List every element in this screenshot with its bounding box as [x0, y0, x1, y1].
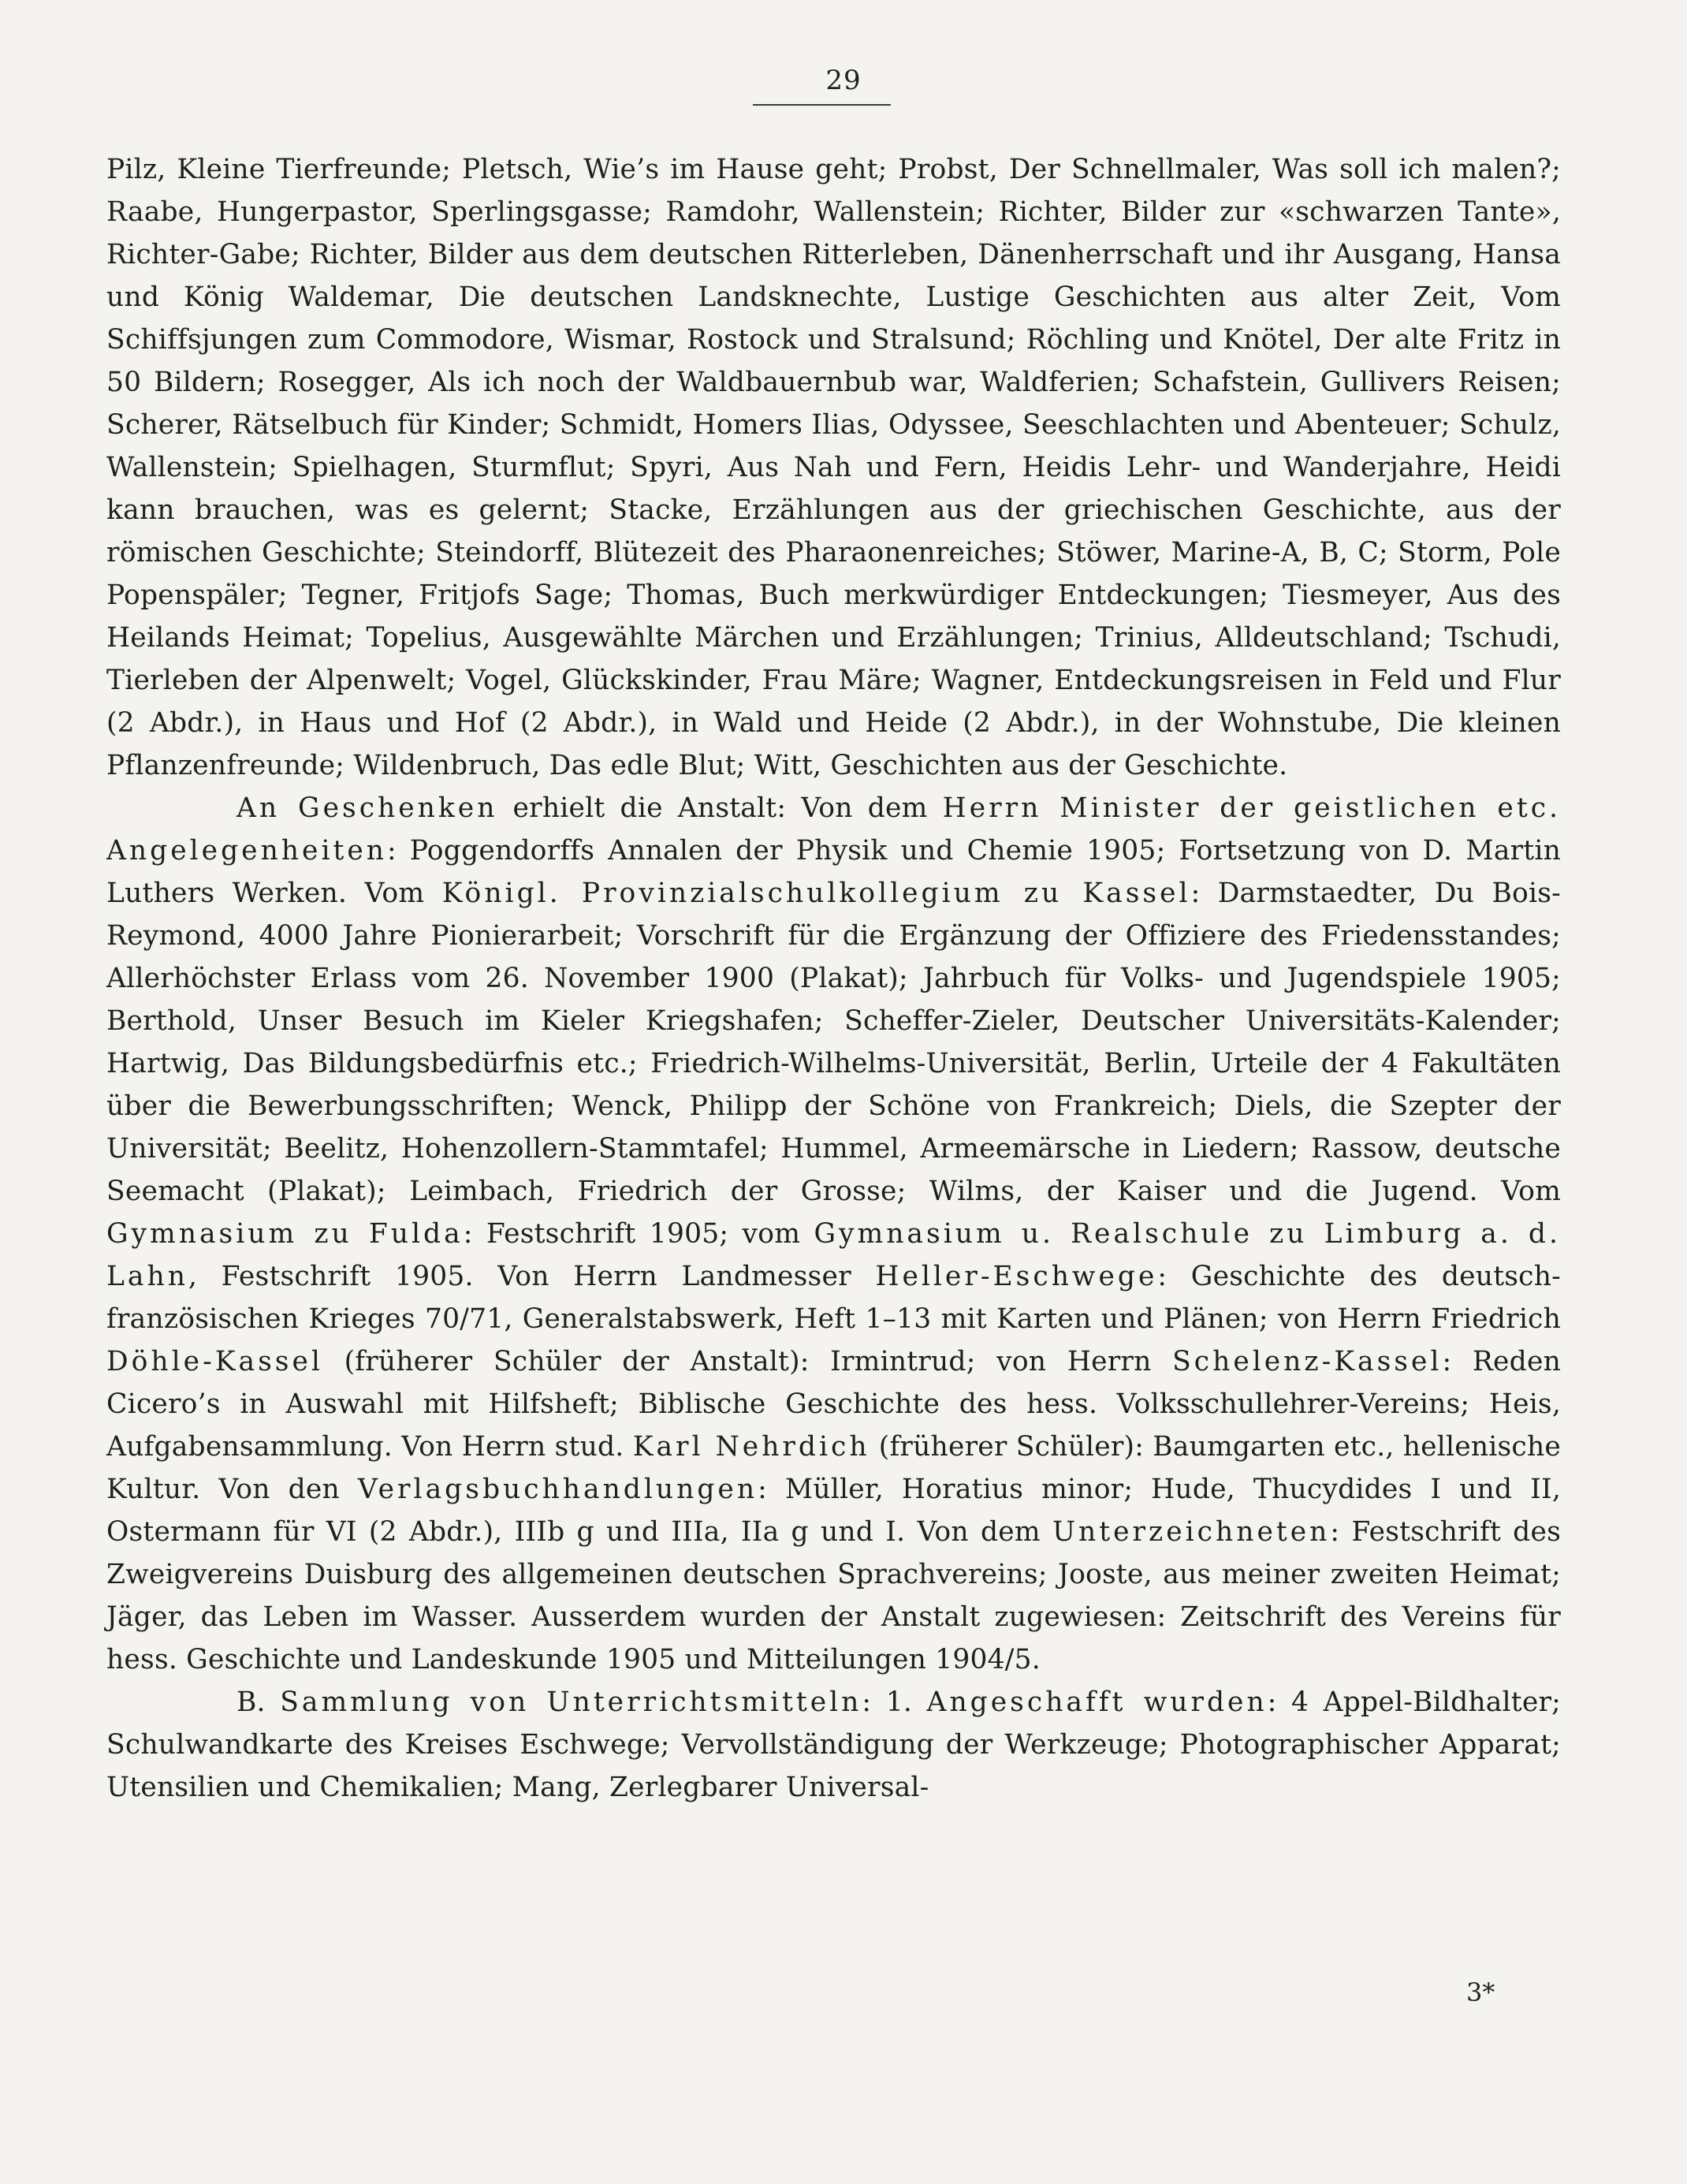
page-number: 29 — [825, 65, 862, 96]
text-run: : Poggendorffs Annalen der Physik und Chemie 1905; Fortsetzung von D. Martin Luthers Werken. Vom — [106, 835, 1561, 909]
spaced-emphasis: Heller-Eschwege — [875, 1261, 1158, 1292]
spaced-emphasis: Sammlung von Unterrichtsmitteln — [280, 1686, 862, 1718]
signature-mark: 3* — [1466, 1977, 1495, 2007]
text-run: : Müller, Horatius minor; Hude, Thucydides I und II, Ostermann für VI (2 Abdr.), IIIb g und IIIa, IIa g und I. Von dem — [106, 1474, 1561, 1548]
paragraph-sammlung — [106, 1681, 1561, 1809]
spaced-emphasis: Angeschafft wurden — [926, 1686, 1268, 1718]
spaced-emphasis: Unterzeichneten — [1052, 1516, 1331, 1548]
spaced-emphasis: Königl. Provinzialschulkollegium zu Kassel — [441, 878, 1191, 909]
text-run: : Festschrift 1905; vom — [463, 1218, 814, 1250]
spaced-emphasis: Gymnasium zu Fulda — [106, 1218, 464, 1250]
text-run: : 4 Appel-Bildhalter; Schulwandkarte des Kreises Eschwege; Vervollständigung der Werkzeuge; Photographischer Apparat; Utensilien und Chemikalien; Mang, Zerlegbarer Universal- — [106, 1686, 1561, 1803]
text-run: erhielt die Anstalt: Von dem — [497, 792, 943, 824]
text-run: : Darmstaedter, Du Bois-Reymond, 4000 Jahre Pionierarbeit; Vorschrift für die Ergänzung der Offiziere des Friedensstandes; Allerhöchster Erlass vom 26. November 1900 (Plakat); Jahrbuch für Volks- und Jugendspiele 1905; Berthold, Unser Besuch im Kieler Kriegshafen; Scheffer-Zieler, Deutscher Universitäts-Kalender; Hartwig, Das Bildungsbedürfnis etc.; Friedrich-Wilhelms-Universität, Berlin, Urteile der 4 Fakultäten über die Bewerbungsschriften; Wenck, Philipp der Schöne von Frankreich; Diels, die Szepter der Universität; Beelitz, Hohenzollern-Stammtafel; Hummel, Armeemärsche in Liedern; Rassow, deutsche Seemacht (Plakat); Leimbach, Friedrich der Grosse; Wilms, der Kaiser und die Jugend. Vom — [106, 878, 1561, 1207]
body-text — [106, 148, 1561, 1809]
paragraph-geschenke — [106, 787, 1561, 1681]
spaced-emphasis: An Geschenken — [236, 792, 498, 824]
text-run: : 1. — [862, 1686, 927, 1718]
spaced-emphasis: Schelenz-Kassel — [1172, 1346, 1443, 1377]
text-run: , Festschrift 1905. Von Herrn Landmesser — [188, 1261, 876, 1292]
text-run: : Geschichte des deutsch-französischen Krieges 70/71, Generalstabswerk, Heft 1–13 mit Karten und Plänen; von Herrn Friedrich — [106, 1261, 1561, 1335]
spaced-emphasis: Karl Nehrdich — [632, 1431, 870, 1463]
text-run: Pilz, Kleine Tierfreunde; Pletsch, Wie’s im Hause geht; Probst, Der Schnellmaler, Was soll ich malen?; Raabe, Hungerpastor, Sperlingsgasse; Ramdohr, Wallenstein; Richter, Bilder zur «schwarzen Tante», Richter-Gabe; Richter, Bilder aus dem deutschen Ritterleben, Dänenherrschaft und ihr Ausgang, Hansa und König Waldemar, Die deutschen Landsknechte, Lustige Geschichten aus alter Zeit, Vom Schiffsjungen zum Commodore, Wismar, Rostock und Stralsund; Röchling und Knötel, Der alte Fritz in 50 Bildern; Rosegger, Als ich noch der Waldbauernbub war, Waldferien; Schafstein, Gullivers Reisen; Scherer, Rätselbuch für Kinder; Schmidt, Homers Ilias, Odyssee, Seeschlachten und Abenteuer; Schulz, Wallenstein; Spielhagen, Sturmflut; Spyri, Aus Nah und Fern, Heidis Lehr- und Wanderjahre, Heidi kann brauchen, was es gelernt; Stacke, Erzählungen aus der griechischen Geschichte, aus der römischen Geschichte; Steindorff, Blütezeit des Pharaonenreiches; Stöwer, Marine-A, B, C; Storm, Pole Popenspäler; Tegner, Fritjofs Sage; Thomas, Buch merkwürdiger Entdeckungen; Tiesmeyer, Aus des Heilands Heimat; Topelius, Ausgewählte Märchen und Erzählungen; Trinius, Alldeutschland; Tschudi, Tierleben der Alpenwelt; Vogel, Glückskinder, Frau Märe; Wagner, Entdeckungsreisen in Feld und Flur (2 Abdr.), in Haus und Hof (2 Abdr.), in Wald und Heide (2 Abdr.), in der Wohnstube, Die kleinen Pflanzenfreunde; Wildenbruch, Das edle Blut; Witt, Geschichten aus der Geschichte. — [106, 154, 1561, 781]
text-run: B. — [236, 1686, 281, 1718]
text-run: : Festschrift des Zweigvereins Duisburg des allgemeinen deutschen Sprachvereins; Jooste, aus meiner zweiten Heimat; Jäger, das Leben im Wasser. Ausserdem wurden der Anstalt zugewiesen: Zeitschrift des Vereins für hess. Geschichte und Landeskunde 1905 und Mitteilungen 1904/5. — [106, 1516, 1561, 1675]
text-run: : Reden Cicero’s in Auswahl mit Hilfsheft; Biblische Geschichte des hess. Volksschullehrer-Vereins; Heis, Aufgabensammlung. Von Herrn stud. — [106, 1346, 1561, 1463]
spaced-emphasis: Herrn Minister der geistlichen etc. Angelegenheiten — [106, 792, 1561, 867]
text-run: (früherer Schüler der Anstalt): Irmintrud; von Herrn — [322, 1346, 1173, 1377]
page-number-rule — [753, 104, 891, 106]
paragraph-book-list — [106, 148, 1561, 787]
text-run: (früherer Schüler): Baumgarten etc., hellenische Kultur. Von den — [106, 1431, 1561, 1505]
spaced-emphasis: Gymnasium u. Realschule zu Limburg a. d. Lahn — [106, 1218, 1561, 1292]
spaced-emphasis: Verlagsbuchhandlungen — [357, 1474, 758, 1505]
spaced-emphasis: Döhle-Kassel — [106, 1346, 323, 1377]
